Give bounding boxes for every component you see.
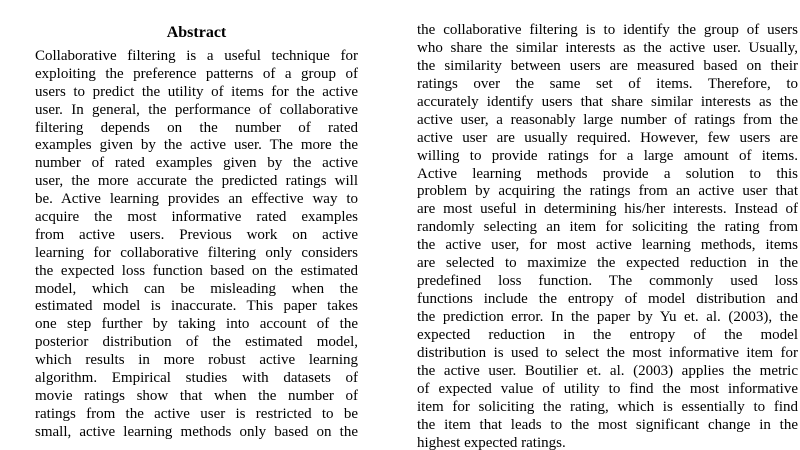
body-text-line: distribution is used to select the most informative item for bbox=[417, 344, 798, 361]
body-text-line: ratings over the same set of items. Therefore, to bbox=[417, 75, 798, 92]
abstract-text-line: Collaborative filtering is a useful technique for bbox=[35, 48, 358, 64]
abstract-text-line: acquire the most informative rated examples bbox=[35, 209, 358, 226]
body-text-line: the collaborative filtering is to identify the group of users bbox=[417, 22, 798, 38]
body-text-line: active user, a reasonably large number of ratings from the bbox=[417, 111, 798, 128]
abstract-text-line: filtering depends on the number of rated bbox=[35, 119, 358, 136]
abstract-text-line: algorithm. Empirical studies with datasets of bbox=[35, 370, 358, 387]
body-text-line: the item that leads to the most significant change in the bbox=[417, 416, 798, 433]
body-text-line: functions include the entropy of model distribution and bbox=[417, 291, 798, 308]
abstract-text-line: learning for collaborative filtering only considers bbox=[35, 244, 358, 261]
abstract-text-line: user. In general, the performance of collaborative bbox=[35, 101, 358, 118]
abstract-text-line: the expected loss function based on the estimated bbox=[35, 262, 358, 279]
body-text-line: item for soliciting the rating, which is essentially to find bbox=[417, 398, 798, 415]
abstract-text-line: small, active learning methods only based on the bbox=[35, 423, 358, 440]
abstract-text-line: number of rated examples given by the active bbox=[35, 155, 358, 172]
body-text-line: Active learning methods provide a solution to this bbox=[417, 165, 798, 182]
right-column bbox=[417, 0, 798, 450]
body-text-line: of expected value of utility to find the most informative bbox=[417, 380, 798, 397]
abstract-text-line: movie ratings show that when the number of bbox=[35, 387, 358, 404]
body-text-line: who share the similar interests as the active user. Usually, bbox=[417, 39, 798, 56]
body-text-line: the similarity between users are measured based on their bbox=[417, 57, 798, 74]
abstract-text-line: user, the more accurate the predicted ratings will bbox=[35, 173, 358, 190]
abstract-text-line: which results in more robust active learning bbox=[35, 352, 358, 369]
body-text-line: the prediction error. In the paper by Yu et. al. (2003), the bbox=[417, 309, 798, 325]
abstract-text-line: estimated model is inaccurate. This paper takes bbox=[35, 298, 358, 315]
left-column bbox=[35, 0, 358, 442]
body-text-line: active user are usually required. However, few users are bbox=[417, 129, 798, 146]
abstract-heading: Abstract bbox=[166, 24, 227, 41]
abstract-text-line: ratings from the active user is restricted to be bbox=[35, 405, 358, 422]
body-text-line: randomly selecting an item for soliciting the rating from bbox=[417, 219, 798, 236]
body-text-line: are selected to maximize the expected reduction in the bbox=[417, 255, 798, 272]
abstract-text-line: examples given by the active user. The more the bbox=[35, 137, 358, 154]
abstract-text-line: exploiting the preference patterns of a group of bbox=[35, 65, 358, 82]
body-text-line: the active user. Boutilier et. al. (2003) applies the metric bbox=[417, 362, 798, 379]
body-text-line: are most useful in determining his/her interests. Instead of bbox=[417, 201, 798, 218]
introduction-body bbox=[417, 22, 798, 450]
abstract-text-line: be. Active learning provides an effective way to bbox=[35, 191, 358, 208]
abstract-text-line: posterior distribution of the estimated model, bbox=[35, 334, 358, 351]
abstract-body bbox=[35, 48, 358, 442]
abstract-text-line: users to predict the utility of items for the active bbox=[35, 83, 358, 100]
body-text-line: problem by acquiring the ratings from an active user that bbox=[417, 183, 798, 200]
abstract-text-line: model, which can be misleading when the bbox=[35, 280, 358, 297]
body-text-line: predefined loss function. The commonly used loss bbox=[417, 273, 798, 290]
abstract-text-line: from active users. Previous work on active bbox=[35, 226, 358, 243]
body-text-line: highest expected ratings. bbox=[417, 434, 566, 450]
body-text-line: the active user, for most active learning methods, items bbox=[417, 237, 798, 254]
body-text-line: accurately identify users that share similar interests as the bbox=[417, 93, 798, 110]
body-text-line: expected reduction in the entropy of the model bbox=[417, 326, 798, 343]
abstract-text-line: one step further by taking into account of the bbox=[35, 316, 358, 333]
body-text-line: willing to provide ratings for a large amount of items. bbox=[417, 147, 798, 164]
